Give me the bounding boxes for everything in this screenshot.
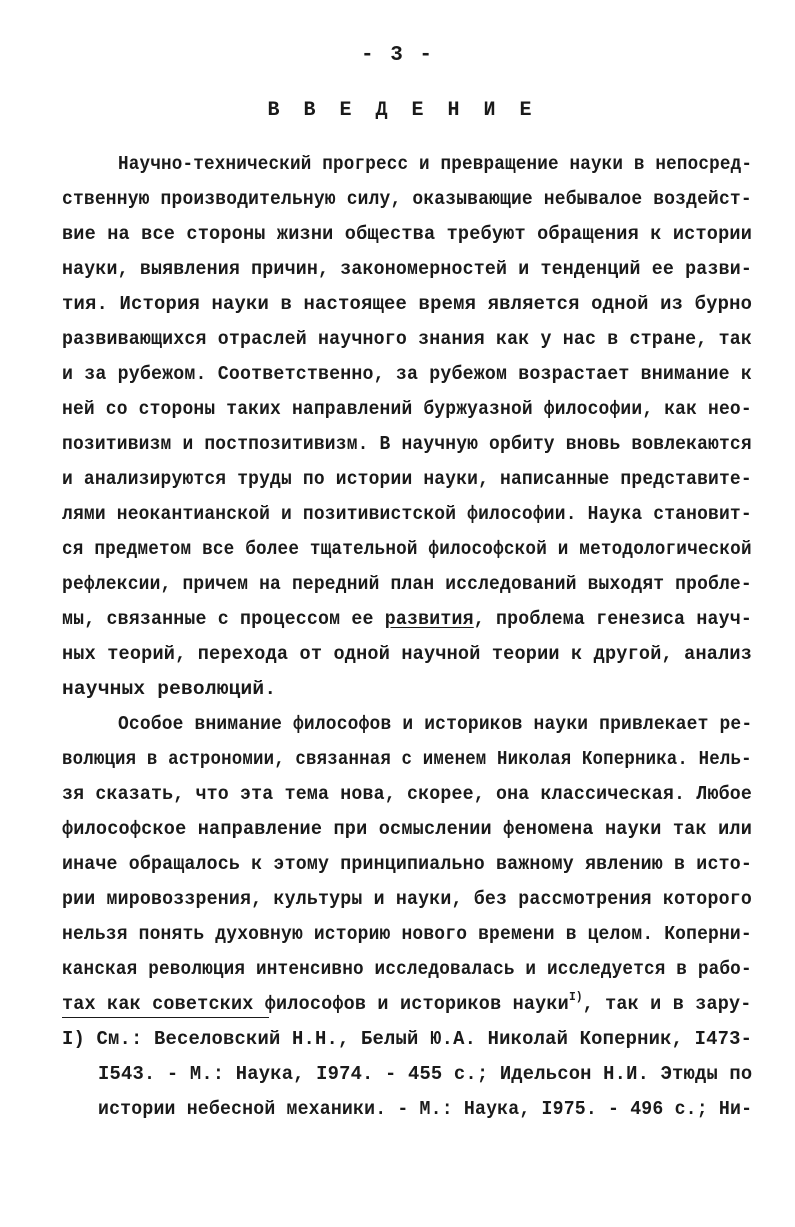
text-line: философское направление при осмыслении феномена науки так или [62, 818, 753, 840]
text-segment: , так и в зару- [582, 993, 752, 1015]
page-number: - 3 - [360, 44, 434, 67]
text-line: рии мировоззрения, культуры и науки, без рассмотрения которого [62, 888, 752, 910]
text-line: ных теорий, перехода от одной научной теории к другой, анализ [62, 643, 753, 665]
footnote-separator [62, 1017, 269, 1018]
text-line: канская революция интенсивно исследовалась и исследуется в рабо- [62, 958, 752, 980]
text-line [62, 992, 752, 1018]
text-line [62, 607, 752, 631]
underlined-word: развития [384, 608, 474, 630]
text-line: Особое внимание философов и историков науки привлекает ре- [118, 713, 753, 735]
text-line: ственную производительную силу, оказывающие небывалое воздейст- [62, 188, 752, 210]
text-line: тия. История науки в настоящее время является одной из бурно [62, 293, 753, 315]
text-line: позитивизм и постпозитивизм. В научную орбиту вновь вовлекаются [62, 433, 752, 455]
text-line: лями неокантианской и позитивистской философии. Наука становит- [62, 503, 752, 525]
footnote-line: I) См.: Веселовский Н.Н., Белый Ю.А. Николай Коперник, I473- [62, 1028, 753, 1050]
text-line: и анализируются труды по истории науки, написанные представите- [62, 468, 752, 490]
text-line: рефлексии, причем на передний план исследований выходят пробле- [62, 573, 752, 595]
footnote-line: истории небесной механики. - М.: Наука, I975. - 496 с.; Ни- [98, 1098, 753, 1120]
text-line: научных революций. [62, 678, 277, 700]
section-heading: В В Е Д Е Н И Е [267, 99, 538, 122]
text-segment: мы, связанные с процессом ее [62, 608, 385, 630]
text-line: развивающихся отраслей научного знания как у нас в стране, так [62, 328, 752, 350]
text-line: зя сказать, что эта тема нова, скорее, она классическая. Любое [62, 783, 752, 805]
footnote-line: I543. - М.: Наука, I974. - 455 с.; Идельсон Н.И. Этюды по [98, 1063, 753, 1085]
text-line: волюция в астрономии, связанная с именем Николая Коперника. Нель- [62, 748, 752, 770]
text-line: ся предметом все более тщательной философской и методологической [62, 538, 752, 560]
text-line: нельзя понять духовную историю нового времени в целом. Коперни- [62, 923, 752, 945]
text-line: иначе обращалось к этому принципиально важному явлению в исто- [62, 853, 752, 875]
text-line: Научно-технический прогресс и превращение науки в непосред- [118, 153, 753, 175]
text-line: вие на все стороны жизни общества требуют обращения к истории [62, 223, 753, 245]
text-line: и за рубежом. Соответственно, за рубежом возрастает внимание к [62, 363, 752, 385]
footnote-marker: I) [568, 990, 583, 1004]
text-segment: , проблема генезиса науч- [473, 608, 752, 630]
text-line: ней со стороны таких направлений буржуазной философии, как нео- [62, 398, 752, 420]
text-segment: тах как советских философов и историков науки [62, 993, 569, 1015]
text-line: науки, выявления причин, закономерностей и тенденций ее разви- [62, 258, 752, 280]
